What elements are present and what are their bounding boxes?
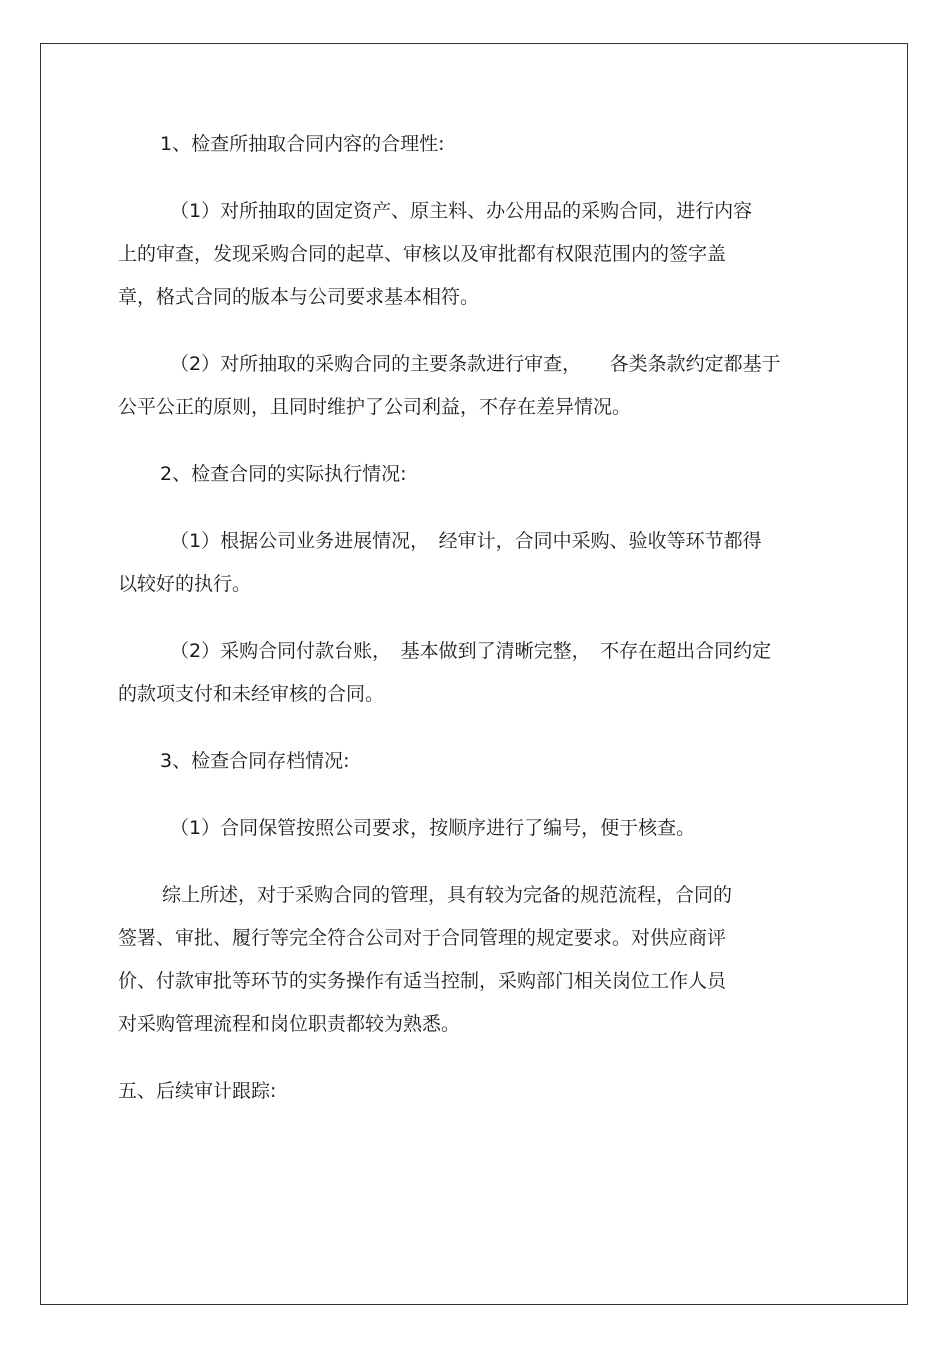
paragraph-3-1 — [118, 807, 830, 850]
text-line: 价、付款审批等环节的实务操作有适当控制，采购部门相关岗位工作人员 — [118, 970, 727, 992]
section-heading-1 — [118, 123, 830, 166]
text-line: 上的审查，发现采购合同的起草、审核以及审批都有权限范围内的签字盖 — [118, 243, 727, 265]
paragraph-2-1 — [118, 520, 830, 606]
section-heading-5 — [118, 1070, 830, 1113]
paragraph-1-1 — [118, 190, 830, 319]
text-line: 签署、审批、履行等完全符合公司对于合同管理的规定要求。对供应商评 — [118, 927, 727, 949]
section-heading-2 — [118, 453, 830, 496]
summary-paragraph — [118, 874, 830, 1046]
text-line: 1、检查所抽取合同内容的合理性: — [160, 133, 445, 155]
text-line: 对采购管理流程和岗位职责都较为熟悉。 — [118, 1013, 461, 1035]
paragraph-2-2 — [118, 630, 830, 716]
text-line: 五、后续审计跟踪: — [118, 1080, 277, 1102]
text-line: （2）对所抽取的采购合同的主要条款进行审查， 各类条款约定都基于 — [170, 353, 781, 375]
text-line: （1）对所抽取的固定资产、原主料、办公用品的采购合同，进行内容 — [170, 200, 753, 222]
text-line: （2）采购合同付款台账， 基本做到了清晰完整， 不存在超出合同约定 — [170, 640, 772, 662]
text-line: 章，格式合同的版本与公司要求基本相符。 — [118, 286, 480, 308]
text-line: （1）根据公司业务进展情况， 经审计，合同中采购、验收等环节都得 — [170, 530, 762, 552]
text-line: （1）合同保管按照公司要求，按顺序进行了编号，便于核查。 — [170, 817, 696, 839]
text-line: 公平公正的原则，且同时维护了公司利益，不存在差异情况。 — [118, 396, 632, 418]
text-line: 综上所述，对于采购合同的管理，具有较为完备的规范流程，合同的 — [162, 884, 733, 906]
section-heading-3 — [118, 740, 830, 783]
paragraph-1-2 — [118, 343, 830, 429]
text-line: 3、检查合同存档情况: — [160, 750, 350, 772]
text-line: 以较好的执行。 — [118, 573, 252, 595]
text-line: 2、检查合同的实际执行情况: — [160, 463, 407, 485]
text-line: 的款项支付和未经审核的合同。 — [118, 683, 385, 705]
document-body — [118, 123, 830, 1137]
